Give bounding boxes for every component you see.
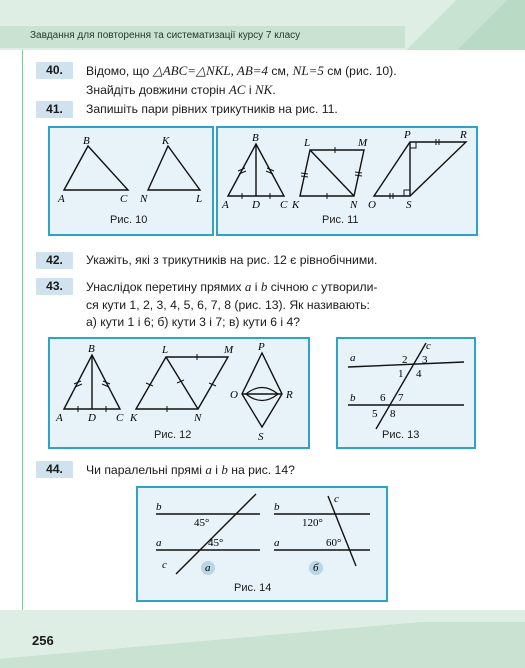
header-title: Завдання для повторення та систематизації курсу 7 класу [30,30,301,41]
fig11-label-p: P [404,129,411,141]
fig10-label-c: C [120,193,128,205]
margin-line [22,50,23,610]
fig14-sub-a: а [205,562,211,574]
fig10-label-n: N [140,193,148,205]
task-41-text: Запишіть пари рівних трикутників на рис. 11. [86,102,338,116]
fig12-label-b: B [88,343,95,355]
fig12-label-l: L [162,344,169,356]
task-43-text: Унаслідок перетину прямих a і b січною c утворили- ся кути 1, 2, 3, 4, 5, 6, 7, 8 (рис. 13). Як називають: а) кути 1 і 6; б) кути 3 і 7; в) кути 6 і 4? [86,279,378,329]
fig11-label-n: N [350,199,358,211]
fig14b-label-a: a [274,537,280,549]
figure-13 [336,337,476,449]
figure-10 [48,126,214,236]
fig11-label-r: R [460,129,467,141]
fig14b-angle-1: 120° [302,517,323,529]
fig11-label-o: O [368,199,376,211]
task-number-43: 43. [36,278,73,295]
fig11-label-s: S [406,199,412,211]
fig14a-label-c: c [162,559,167,571]
fig13-angle-2: 2 [402,354,408,366]
fig12-label-o: O [230,389,238,401]
fig11-label-m: M [358,137,368,149]
figure-12 [48,337,310,449]
fig14b-label-c: c [334,493,339,505]
fig12-label-k: K [130,412,138,424]
fig11-label-k: K [292,199,300,211]
fig12-label-p: P [258,341,265,353]
figure-14-caption: Рис. 14 [234,582,272,594]
task-44-text: Чи паралельні прямі a і b на рис. 14? [86,462,295,477]
fig12-label-a: A [56,412,63,424]
figure-12-caption: Рис. 12 [154,429,192,441]
fig10-label-l: L [196,193,203,205]
task-42-text: Укажіть, які з трикутників на рис. 12 є рівнобічними. [86,253,378,267]
figure-10-caption: Рис. 10 [110,214,148,226]
fig10-label-a: A [58,193,65,205]
fig12-label-r: R [286,389,293,401]
fig13-angle-1: 1 [398,368,404,380]
page-header [0,0,525,50]
fig12-label-d: D [88,412,96,424]
fig13-label-a: a [350,352,356,364]
fig13-angle-6: 6 [380,392,386,404]
fig14a-angle-1: 45° [194,517,210,529]
task-number-40: 40. [36,62,73,79]
fig13-angle-3: 3 [422,354,428,366]
fig12-label-c: C [116,412,124,424]
fig13-angle-5: 5 [372,408,378,420]
fig10-label-b: B [83,135,90,147]
task-number-42: 42. [36,252,73,269]
fig12-label-m: M [224,344,234,356]
figure-11-caption: Рис. 11 [322,214,359,226]
figure-13-caption: Рис. 13 [382,429,420,441]
fig11-label-a: A [222,199,229,211]
fig13-label-c: c [426,340,431,352]
fig12-label-n: N [194,412,202,424]
fig14a-angle-2: 45° [208,537,224,549]
fig13-angle-4: 4 [416,368,422,380]
task-number-44: 44. [36,461,73,478]
fig13-label-b: b [350,392,356,404]
page-number: 256 [32,633,54,648]
fig11-label-l: L [304,137,311,149]
fig13-angle-8: 8 [390,408,396,420]
task-number-41: 41. [36,101,73,118]
fig11-label-d: D [252,199,260,211]
fig12-label-s: S [258,431,264,443]
header-decoration [405,0,525,50]
fig14a-label-a: a [156,537,162,549]
footer-stripe [0,622,525,668]
fig11-label-c: C [280,199,288,211]
fig11-label-b: B [252,132,259,144]
fig10-label-k: K [162,135,170,147]
fig14a-label-b: b [156,501,162,513]
fig14b-angle-2: 60° [326,537,342,549]
page-footer [0,610,525,668]
fig14b-label-b: b [274,501,280,513]
figure-11 [216,126,478,236]
task-40-text: Відомо, що △ABC=△NKL, AB=4 см, NL=5 см (рис. 10). Знайдіть довжини сторін AC і NK. [86,63,397,97]
fig14-sub-b: б [313,562,319,574]
figure-14 [136,486,388,602]
fig13-angle-7: 7 [398,392,404,404]
